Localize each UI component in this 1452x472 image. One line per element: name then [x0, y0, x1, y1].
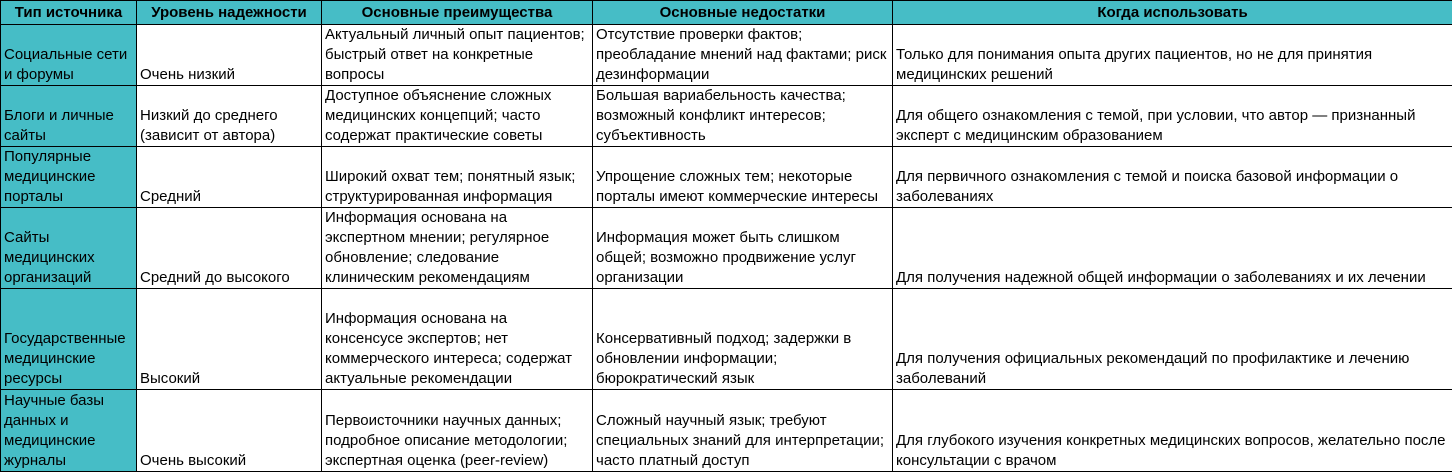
cell-text: Средний	[140, 187, 318, 207]
cell-disadvantages[interactable]	[593, 208, 893, 289]
cell-text: Только для понимания опыта других пациентов, но не для принятия медицинских решений	[896, 45, 1449, 85]
cell-advantages[interactable]	[322, 86, 593, 147]
cell-text: Социальные сети и форумы	[4, 45, 133, 85]
cell-text: Высокий	[140, 369, 318, 389]
cell-disadvantages[interactable]	[593, 147, 893, 208]
cell-when-to-use[interactable]	[893, 390, 1452, 472]
cell-advantages[interactable]	[322, 25, 593, 86]
table-row	[1, 390, 1452, 472]
cell-source-type[interactable]	[1, 208, 137, 289]
cell-disadvantages[interactable]	[593, 25, 893, 86]
cell-text: Актуальный личный опыт пациентов; быстрый ответ на конкретные вопросы	[325, 25, 589, 85]
cell-text: Очень низкий	[140, 65, 318, 85]
cell-when-to-use[interactable]	[893, 25, 1452, 86]
cell-text: Блоги и личные сайты	[4, 106, 133, 146]
cell-disadvantages[interactable]	[593, 86, 893, 147]
cell-text: Для получения официальных рекомендаций по профилактике и лечению заболеваний	[896, 349, 1449, 389]
cell-advantages[interactable]	[322, 147, 593, 208]
cell-disadvantages[interactable]	[593, 390, 893, 472]
table-row	[1, 25, 1452, 86]
cell-reliability[interactable]	[137, 147, 322, 208]
cell-source-type[interactable]	[1, 25, 137, 86]
table-row	[1, 147, 1452, 208]
cell-text: Широкий охват тем; понятный язык; структурированная информация	[325, 167, 589, 207]
cell-text: Государственные медицинские ресурсы	[4, 329, 133, 389]
header-advantages[interactable]: Основные преимущества	[322, 1, 593, 25]
cell-advantages[interactable]	[322, 390, 593, 472]
header-source-type[interactable]: Тип источника	[1, 1, 137, 25]
cell-text: Популярные медицинские порталы	[4, 147, 133, 207]
cell-text: Упрощение сложных тем; некоторые порталы имеют коммерческие интересы	[596, 167, 889, 207]
cell-text: Низкий до среднего (зависит от автора)	[140, 106, 318, 146]
cell-text: Первоисточники научных данных; подробное описание методологии; экспертная оценка (peer-review)	[325, 411, 589, 471]
cell-text: Информация основана на экспертном мнении; регулярное обновление; следование клиническим рекомендациям	[325, 208, 589, 288]
cell-text: Сайты медицинских организаций	[4, 228, 133, 288]
cell-text: Для первичного ознакомления с темой и поиска базовой информации о заболеваниях	[896, 167, 1449, 207]
cell-text: Информация может быть слишком общей; возможно продвижение услуг организации	[596, 228, 889, 288]
cell-text: Консервативный подход; задержки в обновлении информации; бюрократический язык	[596, 329, 889, 389]
cell-text: Для глубокого изучения конкретных медицинских вопросов, желательно после консультации с врачом	[896, 431, 1449, 471]
cell-reliability[interactable]	[137, 25, 322, 86]
cell-advantages[interactable]	[322, 208, 593, 289]
header-reliability[interactable]: Уровень надежности	[137, 1, 322, 25]
cell-source-type[interactable]	[1, 289, 137, 390]
cell-text: Очень высокий	[140, 451, 318, 471]
cell-reliability[interactable]	[137, 86, 322, 147]
cell-advantages[interactable]	[322, 289, 593, 390]
cell-text: Для общего ознакомления с темой, при условии, что автор — признанный эксперт с медицинским образованием	[896, 106, 1449, 146]
header-disadvantages[interactable]: Основные недостатки	[593, 1, 893, 25]
cell-when-to-use[interactable]	[893, 147, 1452, 208]
table-row	[1, 289, 1452, 390]
cell-when-to-use[interactable]	[893, 289, 1452, 390]
cell-text: Для получения надежной общей информации о заболеваниях и их лечении	[896, 268, 1449, 288]
cell-text: Научные базы данных и медицинские журналы	[4, 391, 133, 471]
cell-reliability[interactable]	[137, 289, 322, 390]
cell-text: Большая вариабельность качества; возможный конфликт интересов; субъективность	[596, 86, 889, 146]
cell-source-type[interactable]	[1, 390, 137, 472]
cell-text: Доступное объяснение сложных медицинских концепций; часто содержат практические советы	[325, 86, 589, 146]
header-when-to-use[interactable]: Когда использовать	[893, 1, 1452, 25]
cell-text: Средний до высокого	[140, 268, 318, 288]
cell-reliability[interactable]	[137, 208, 322, 289]
cell-text: Отсутствие проверки фактов; преобладание мнений над фактами; риск дезинформации	[596, 25, 889, 85]
table-row	[1, 86, 1452, 147]
cell-reliability[interactable]	[137, 390, 322, 472]
cell-text: Сложный научный язык; требуют специальных знаний для интерпретации; часто платный доступ	[596, 411, 889, 471]
cell-when-to-use[interactable]	[893, 86, 1452, 147]
cell-source-type[interactable]	[1, 147, 137, 208]
cell-text: Информация основана на консенсусе экспертов; нет коммерческого интереса; содержат актуальные рекомендации	[325, 309, 589, 389]
table-row	[1, 208, 1452, 289]
cell-source-type[interactable]	[1, 86, 137, 147]
header-row	[1, 1, 1452, 25]
cell-when-to-use[interactable]	[893, 208, 1452, 289]
cell-disadvantages[interactable]	[593, 289, 893, 390]
